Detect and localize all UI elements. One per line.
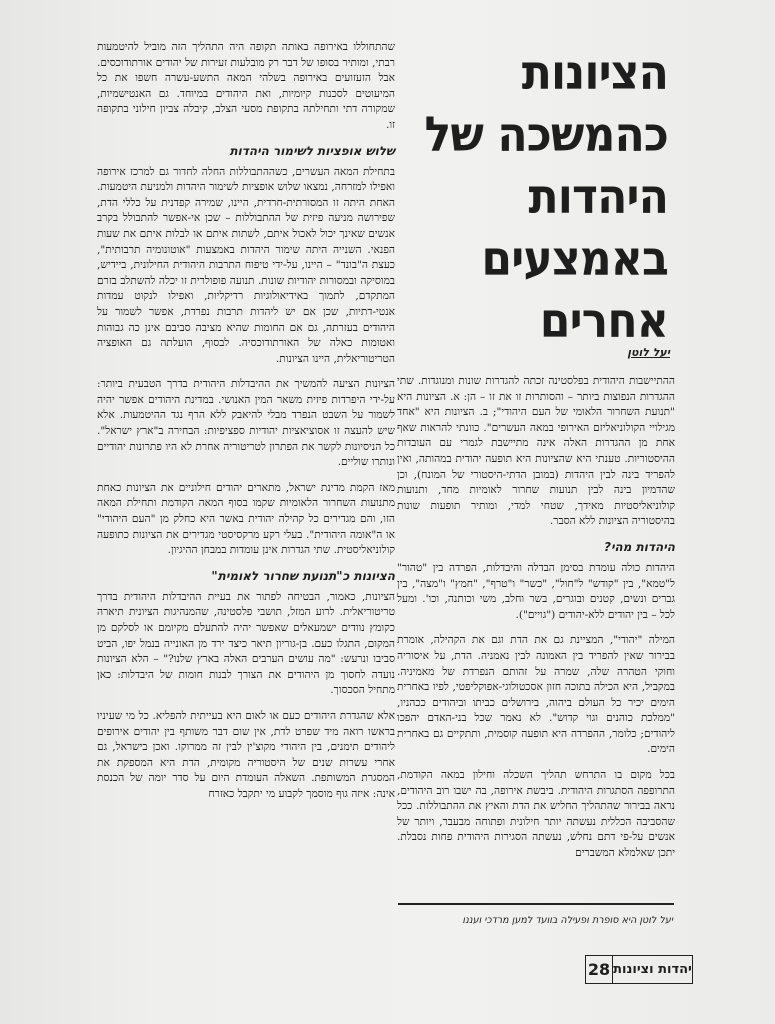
article-right-column [397,374,675,872]
paragraph: בכל מקום בו התרחש תהליך השכלה וחילון במאה הקודמת, התרופפה הסתגרות היהודית. ביבשת אירופה, בה ישבו רוב היהודים, נראה בבירור שהתהליך החליש את הדת והאיץ את ההתבוללות. ככל שהסביבה הכללית נעשתה יותר חילונית ופתוחה מבעבר, ויותר של אנשים על-פי דתם נחלש, נעשתה הסגירות היהודית פחות נסבלת. יתכן שאלמלא המשברים [397,769,675,860]
article-left-column [97,40,395,813]
paragraph: הציונות, כאמור, הבטיחה לפתור את בעיית ההיבדלות היהודית בדרך טריטוריאלית. לרוע המזל, תושבי פלסטינה, שהמנהיגות הציונית תיארה כקומץ נוודים ישמעאלים שאפשר יהיה להתעלם מקיומם או לסלקם מן המקום, התגלו כעם. בן-גוריון תיאר כיצד ירד מן האונייה בנמל יפו, הביט סביבו ונרעש: "מה עושים הערבים האלה בארץ שלנו?" – הלא הציונות נועדה לחסוך מן היהודים את הצורך לבנות חומות של היבדלות: כאן מתחיל הסכסוך. [97,590,395,697]
author-bio: יעל לוטן היא סופרת ופעילה בוועד למען מרדכי ועננו [462,915,673,926]
subheading: היהדות מהי? [604,539,675,554]
paragraph: היהדות כולה עומדת בסימן הבדלה והיבדלות, הפרדה בין "טהור" ל"טמא", בין "קודש" ל"חול", "כשר" ו"טרף", "חמץ" ו"מצה", בין גברים ונשים, קטנים ובוגרים, בשר וחלב, משי וכותנה, וכו'. ומעל לכל – בין יהודים ללא-יהודים ("גויים"). [397,561,675,621]
paragraph: מאז הקמת מדינת ישראל, מתארים יהודים חילוניים את הציונות כאחת מתנועות השחרור הלאומיות שקמו בסוף המאה הקודמת ותחילת המאה הזו, והם מגדירים כל קהילה יהודית באשר היא כחלק מן "העם היהודי" או ה"אומה היהודית". בעלי רקע מרקסיסטי מגדירים את הציונות כתופעה קולוניאליסטית. שתי הגדרות אינן עומדות במבחן ההיגיון. [97,481,395,557]
paragraph: שהתחוללו באירופה באותה תקופה היה התהליך הזה מוביל להיטמעות רבתי, ומותיר בסופו של דבר רק מובלעות זעירות של יהודים אורתודוכסים. אבל הזעזועים באירופה בשלהי המאה התשע-עשרה חשפו את כל המיעוטים לסכנות קיומיות, ואת היהודים במיוחד. גם האנטישמיות, שמקורה דתי ותחילתה בתקופת מסעי הצלב, קיבלה צביון חילוני בתקופה זו. [97,41,395,131]
paragraph: אלא שהגדרת היהודים כעם או לאום היא בעייתית להפליא. כל מי שעיניו בראשו רואה מיד שפרט לדת, אין שום דבר משותף בין יהודים אירופים ליהודים תימנים, בין היהודי מקוצ'ין לבין זה ממרוקו. ואכן בישראל, גם אחרי עשרות שנים של היסטוריה מקומית, הדת היא המספקת את המסגרת המשותפת. השאלה העומדת היום על סדר יומה של הכנסת אינה: איזה גוף מוסמך לקבוע מי יתקבל כאזרח [97,709,395,800]
paragraph: ההתיישבות היהודית בפלסטינה זכתה להגדרות שונות ומנוגדות. שתי ההגדרות הנפוצות ביותר – והסותרות זו את זו – הן: א. הציונות היא "תנועת השחרור הלאומי של העם היהודי"; ב. הציונות היא "אחד מגילויי הקולוניאליזם האירופי במאה העשרים". כוונתי להראות שאף אחת מן ההגדרות האלה אינה מתיישבת לגמרי עם העובדות ההיסטוריות. טענתי היא שהציונות היא תופעה יהודית במהותה, ואין להפריד בינה לבין היהדות (במובן הדתי-היסטורי של המונח), וכן שהדמיון בינה לבין תנועות שחרור לאומיות מחד, ותנועות קולוניאליסטיות מאידך, שטחי למדי, ומותיר תופעות שונות בהיסטוריה הציונות ללא הסבר. [397,375,675,528]
page-footer [585,955,693,984]
paragraph: הציונות הציעה להמשיך את ההיבדלות היהודית בדרך הטבעית ביותר: על-ידי היפרדות פיזית משאר המין האנושי. במדינת היהודים אפשר יהיה לשמור על השבט הנפרד מבלי להיאבק ללא הרף נגד ההיטמעות. אלא שיש להעצה זו אסוציאציות יהודיות ספציפיות: הבחירה ב"ארץ ישראל". כל הניסיונות לקשר את הפתרון לטריטוריה אחרת לא היו פתרונות יהודיים ונותרו שוליים. [97,378,395,469]
paragraph: בתחילת המאה העשרים, כשההתבוללות החלה לחדור גם למרכז אירופה ואפילו למזרחה, נמצאו שלוש אופציות לשימור היהדות ולמניעת היטמעות. האחת היתה זו המסורתית-חרדית, היינו, שמירה קפדנית על כללי הדת, שפירושה מניעה פיזית של ההתבוללות – שכן אי-אפשר להתבולל בקרב אנשים שאינך יכול לאכול איתם, לשתות איתם או לבלות איתם את שעות הפנאי. השנייה היתה שימור היהדות באמצעות "אוטונומיה תרבותית", כעצת ה"בונד" – היינו, על-ידי טיפוח התרבות היהודית החילונית, ביידיש, במוסיקה ובמסורות יהודיות שונות. תנועה פופולרית זו יכלה להשתלב בזרם המתקדם, לתמוך באידיאולוגיות רדיקליות, ואפילו לנקוט עמדות אנטי-דתיות, שכן אם יש ליהדות תרבות נפרדת, אפשר לשמור על היהודים בעזרתה, גם אם החומות שהיא מציבה סביבם אינן כה גבוהות ואטומות כאלה של האורתודוכסיה. לבסוף, הועלתה גם האופציה הטריטוריאלית, היינו הציונות. [97,165,395,365]
section-name: יהדות וציונות [613,962,692,977]
divider-rule [398,903,674,905]
subheading: שלוש אופציות לשימור היהדות [229,143,395,158]
article-title: הציונות כהמשכה של היהדות באמצעים אחרים [424,45,668,349]
subheading: הציונות כ"תנועת שחרור לאומית" [211,568,395,583]
page-number: 28 [586,956,613,983]
author-byline: יעל לוטן [627,346,670,359]
paragraph: המילה "יהודי", המציינת גם את הדת וגם את הקהילה, אומרת בבירור שאין להפריד בין האמונה לבין נאמניה. הדת, על איסוריה וחוקי הטהרה שלה, שמרה על זהותם הנפרדת של מאמיניה. במקביל, היא הכילה בתוכה חזון אסכטולוגי-אפוקליפטי, לפיו באחרית הימים יכיר כל העולם ביהוה, בירושלים כביתו וביהודים ככהניו, "ממלכת כוהנים וגוי קדוש". לא נאמר שכל בני-האדם יהפכו ליהודים; כלומר, ההפרדה היא תופעה קוסמית, ותתקיים גם באחרית הימים. [397,634,675,756]
